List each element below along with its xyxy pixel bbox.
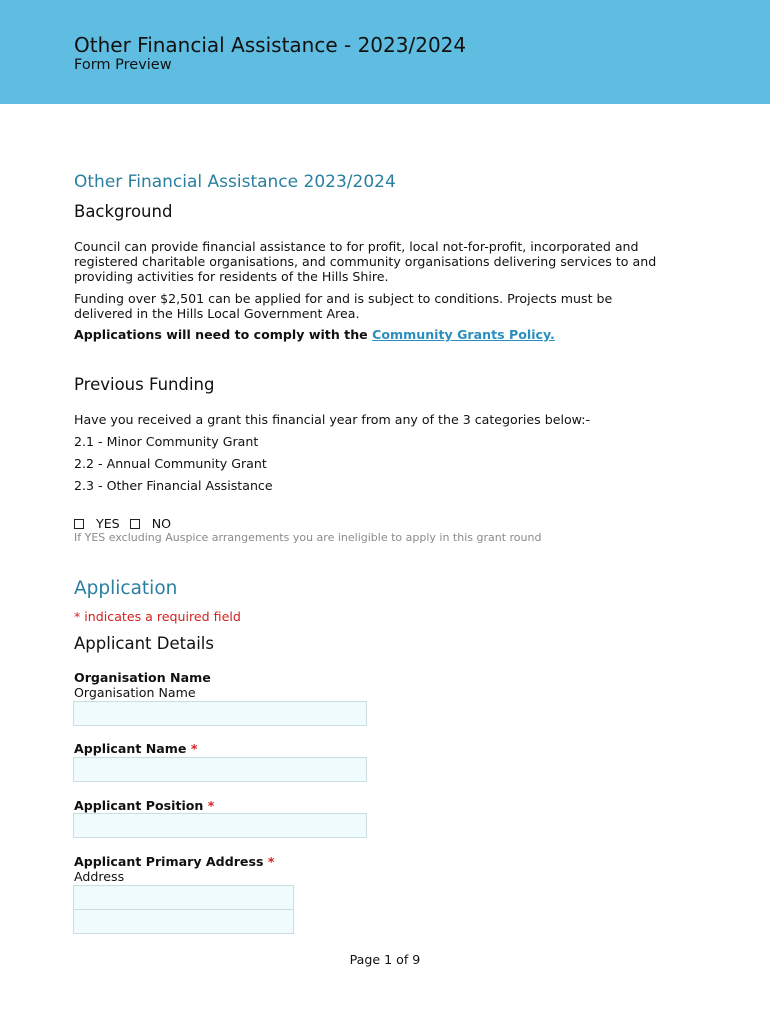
- required-marker: *: [267, 854, 275, 869]
- required-marker: *: [207, 798, 215, 813]
- previous-funding-options: [74, 516, 171, 531]
- policy-line: [74, 327, 555, 342]
- required-marker: *: [190, 741, 198, 756]
- yes-label: YES: [96, 516, 120, 531]
- previous-funding-question: Have you received a grant this financial year from any of the 3 categories below:-: [74, 412, 591, 427]
- policy-prefix: Applications will need to comply with the: [74, 327, 373, 342]
- form-subtitle: Form Preview: [74, 57, 172, 73]
- organisation-name-input[interactable]: [73, 701, 367, 726]
- form-header: [0, 0, 770, 104]
- applicant-address-sublabel: Address: [74, 869, 125, 884]
- applicant-address-label: [74, 854, 274, 869]
- organisation-name-sublabel: Organisation Name: [74, 685, 196, 700]
- applicant-position-input[interactable]: [73, 813, 367, 838]
- intro-title: Other Financial Assistance 2023/2024: [74, 172, 396, 192]
- background-paragraph-2: Funding over $2,501 can be applied for and is subject to conditions. Projects must be delivered in the Hills Local Government Area.: [74, 291, 613, 321]
- category-item: 2.3 - Other Financial Assistance: [74, 478, 273, 493]
- applicant-address-label-text: Applicant Primary Address: [74, 854, 264, 869]
- address-line-2-input[interactable]: [73, 909, 294, 934]
- applicant-position-label: [74, 798, 214, 813]
- previous-funding-heading: Previous Funding: [74, 375, 215, 394]
- address-line-1-input[interactable]: [73, 885, 294, 910]
- background-heading: Background: [74, 202, 173, 221]
- yes-checkbox[interactable]: [74, 519, 84, 529]
- form-title: Other Financial Assistance - 2023/2024: [74, 33, 467, 57]
- no-label: NO: [151, 516, 172, 531]
- applicant-details-heading: Applicant Details: [74, 634, 214, 653]
- page-number: Page 1 of 9: [349, 952, 421, 967]
- no-checkbox[interactable]: [130, 519, 140, 529]
- organisation-name-label: Organisation Name: [74, 670, 211, 685]
- applicant-name-label-text: Applicant Name: [74, 741, 187, 756]
- applicant-name-label: [74, 741, 197, 756]
- community-grants-policy-link[interactable]: Community Grants Policy.: [372, 327, 555, 342]
- background-paragraph-1: Council can provide financial assistance to for profit, local not-for-profit, incorporated and registered charitable organisations, and community organisations delivering services to and providing activities for residents of the Hills Shire.: [74, 239, 657, 284]
- applicant-position-label-text: Applicant Position: [74, 798, 204, 813]
- category-item: 2.1 - Minor Community Grant: [74, 434, 259, 449]
- required-field-note: * indicates a required field: [74, 609, 241, 624]
- ineligibility-note: If YES excluding Auspice arrangements you are ineligible to apply in this grant round: [74, 531, 542, 544]
- category-item: 2.2 - Annual Community Grant: [74, 456, 267, 471]
- applicant-name-input[interactable]: [73, 757, 367, 782]
- application-title: Application: [74, 578, 178, 599]
